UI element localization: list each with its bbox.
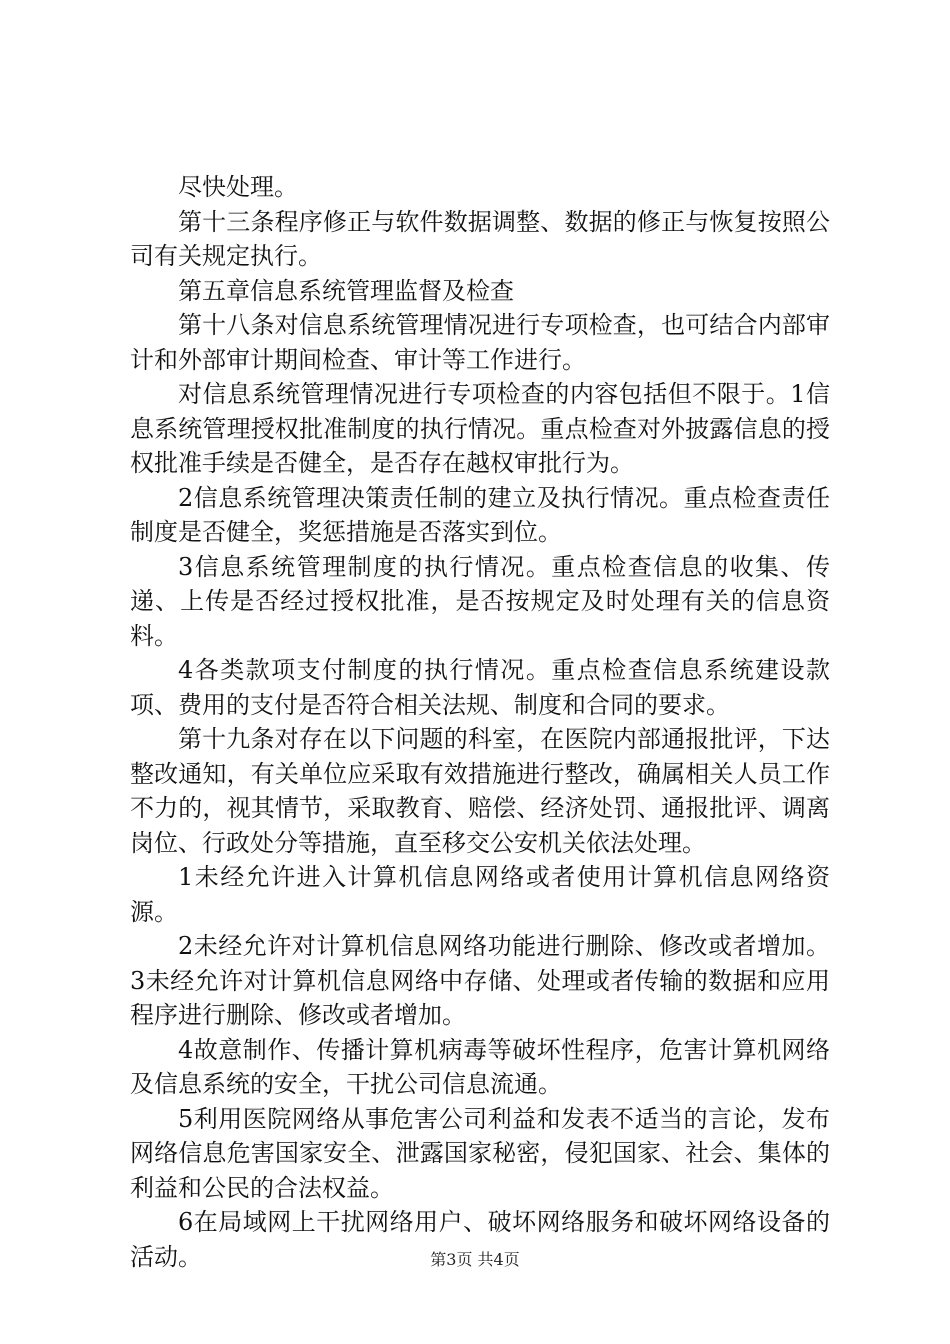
paragraph: 6在局域网上干扰网络用户、破坏网络服务和破坏网络设备的活动。 [130, 1208, 830, 1271]
document-body [130, 170, 830, 1274]
paragraph: 尽快处理。 [178, 173, 298, 201]
paragraph: 第十九条对存在以下问题的科室，在医院内部通报批评，下达整改通知，有关单位应采取有效措施进行整改，确属相关人员工作不力的，视其情节，采取教育、赔偿、经济处罚、通报批评、调离岗位、行政处分等措施，直至移交公安机关依法处理。 [130, 725, 830, 857]
paragraph: 对信息系统管理情况进行专项检查的内容包括但不限于。1信息系统管理授权批准制度的执行情况。重点检查对外披露信息的授权批准手续是否健全，是否存在越权审批行为。 [130, 380, 830, 477]
paragraph: 4各类款项支付制度的执行情况。重点检查信息系统建设款项、费用的支付是否符合相关法规、制度和合同的要求。 [130, 656, 830, 719]
paragraph: 2信息系统管理决策责任制的建立及执行情况。重点检查责任制度是否健全，奖惩措施是否落实到位。 [130, 483, 830, 546]
paragraph: 4故意制作、传播计算机病毒等破坏性程序，危害计算机网络及信息系统的安全，干扰公司信息流通。 [130, 1035, 830, 1098]
paragraph: 5利用医院网络从事危害公司利益和发表不适当的言论，发布网络信息危害国家安全、泄露国家秘密，侵犯国家、社会、集体的利益和公民的合法权益。 [130, 1104, 830, 1202]
paragraph: 1未经允许进入计算机信息网络或者使用计算机信息网络资源。 [130, 863, 830, 926]
paragraph: 第十八条对信息系统管理情况进行专项检查，也可结合内部审计和外部审计期间检查、审计等工作进行。 [130, 311, 830, 374]
section-heading: 第五章信息系统管理监督及检查 [178, 276, 514, 305]
paragraph: 第十三条程序修正与软件数据调整、数据的修正与恢复按照公司有关规定执行。 [130, 207, 830, 270]
paragraph: 2未经允许对计算机信息网络功能进行删除、修改或者增加。3未经允许对计算机信息网络中存储、处理或者传输的数据和应用程序进行删除、修改或者增加。 [130, 932, 830, 1029]
paragraph: 3信息系统管理制度的执行情况。重点检查信息的收集、传递、上传是否经过授权批准，是否按规定及时处理有关的信息资料。 [130, 552, 830, 650]
page-number: 第3页 共4页 [430, 1250, 520, 1269]
